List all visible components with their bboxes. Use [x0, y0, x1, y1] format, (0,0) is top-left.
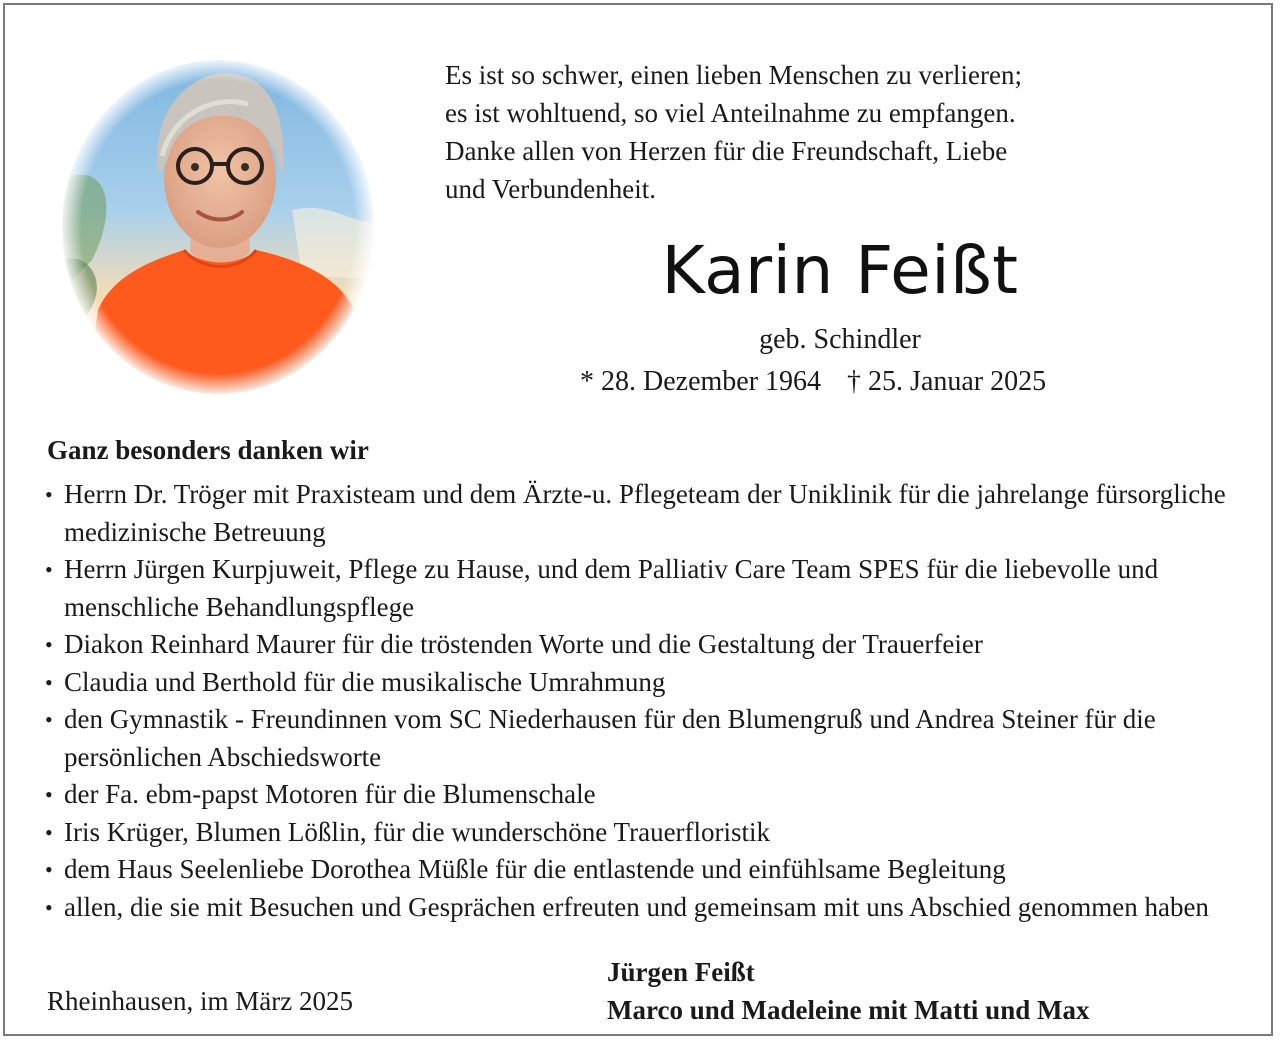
list-item: • den Gymnastik - Freundinnen vom SC Niederhausen für den Blumengruß und Andrea Steiner für die persönlichen Abschiedsworte — [43, 701, 1258, 776]
signers — [607, 953, 1089, 1029]
list-item: • der Fa. ebm-papst Motoren für die Blumenschale — [43, 776, 1258, 814]
signer: Marco und Madeleine mit Matti und Max — [607, 995, 1090, 1025]
death-date: † 25. Januar 2025 — [847, 366, 1047, 397]
quote-line: Danke allen von Herzen für die Freundschaft, Liebe — [445, 136, 1008, 166]
list-item: • allen, die sie mit Besuchen und Gesprächen erfreuten und gemeinsam mit uns Abschied genommen haben — [43, 889, 1258, 927]
list-item: • Herrn Jürgen Kurpjuweit, Pflege zu Hause, und dem Palliativ Care Team SPES für die liebevolle und menschliche Behandlungspflege — [43, 551, 1258, 626]
list-item: • Diakon Reinhard Maurer für die tröstenden Worte und die Gestaltung der Trauerfeier — [43, 626, 1258, 664]
signer: Jürgen Feißt — [607, 957, 755, 987]
birth-date: * 28. Dezember 1964 — [580, 366, 822, 397]
thanks-list — [43, 476, 1258, 926]
quote-line: es ist wohltuend, so viel Anteilnahme zu empfangen. — [445, 98, 1016, 128]
condolence-quote — [445, 56, 1205, 208]
birth-name: geb. Schindler — [759, 324, 921, 355]
deceased-name: Karin Feißt — [661, 232, 1019, 309]
list-item: • dem Haus Seelenliebe Dorothea Müßle für die entlastende und einfühlsame Begleitung — [43, 851, 1258, 889]
place-date: Rheinhausen, im März 2025 — [47, 986, 353, 1016]
list-item: • Claudia und Berthold für die musikalische Umrahmung — [43, 664, 1258, 702]
portrait-photo — [62, 60, 374, 394]
list-item: • Herrn Dr. Tröger mit Praxisteam und dem Ärzte-u. Pflegeteam der Uniklinik für die jahrelange fürsorgliche medizinische Betreuung — [43, 476, 1258, 551]
portrait-illustration — [62, 60, 374, 394]
quote-line: und Verbundenheit. — [445, 174, 656, 204]
list-item: • Iris Krüger, Blumen Lößlin, für die wunderschöne Trauerfloristik — [43, 814, 1258, 852]
life-dates — [580, 366, 1180, 398]
quote-line: Es ist so schwer, einen lieben Menschen zu verlieren; — [445, 60, 1022, 90]
thanks-heading: Ganz besonders danken wir — [47, 435, 369, 465]
